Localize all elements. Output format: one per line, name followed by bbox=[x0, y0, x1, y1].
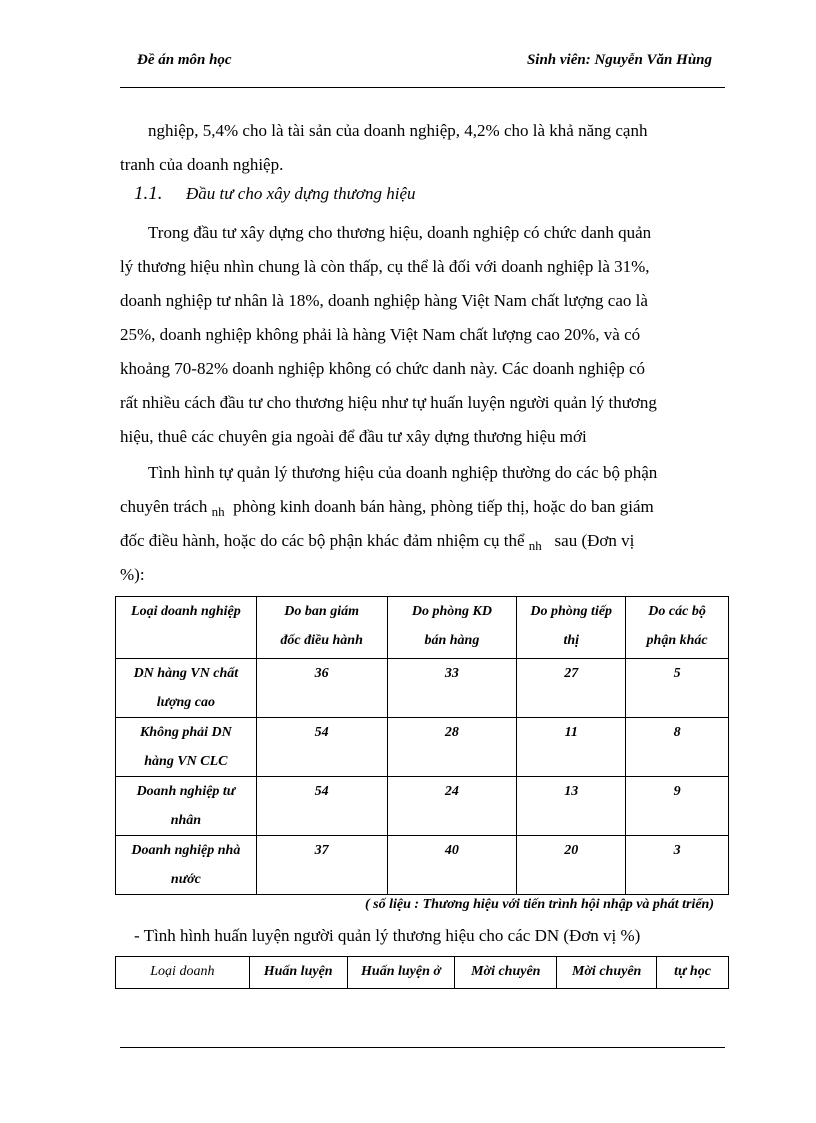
table-cell: 8 bbox=[626, 718, 729, 777]
table-cell: 33 bbox=[387, 659, 517, 718]
row-label bbox=[116, 836, 257, 895]
row-label bbox=[116, 659, 257, 718]
para2-line4: 25%, doanh nghiệp không phải là hàng Việt Nam chất lượng cao 20%, và có bbox=[120, 325, 641, 344]
para2-line6: rất nhiều cách đầu tư cho thương hiệu như tự huấn luyện người quản lý thương bbox=[120, 393, 657, 412]
para1-line1: nghiệp, 5,4% cho là tài sản của doanh nghiệp, 4,2% cho là khả năng cạnh bbox=[148, 121, 648, 140]
para3-line1: Tình hình tự quản lý thương hiệu của doanh nghiệp thường do các bộ phận bbox=[148, 463, 658, 482]
row-label-text: lượng cao bbox=[156, 695, 216, 710]
table-header-row bbox=[116, 957, 729, 989]
section-heading bbox=[134, 183, 416, 205]
table-cell: 24 bbox=[387, 777, 517, 836]
table-cell: 36 bbox=[256, 659, 387, 718]
row-label-text: Không phải DN bbox=[139, 725, 232, 740]
table-cell: 5 bbox=[626, 659, 729, 718]
header-text: đốc điều hành bbox=[280, 633, 363, 648]
para3-line3-b: sau (Đơn vị bbox=[554, 531, 635, 550]
table-cell: 54 bbox=[256, 718, 387, 777]
header-cell: Huấn luyện bbox=[249, 957, 347, 989]
training-intro: - Tình hình huấn luyện người quản lý thương hiệu cho các DN (Đơn vị %) bbox=[134, 926, 641, 945]
section-title: Đầu tư cho xây dựng thương hiệu bbox=[186, 184, 416, 203]
header-left: Đề án môn học bbox=[137, 52, 232, 68]
para2-line3: doanh nghiệp tư nhân là 18%, doanh nghiệp hàng Việt Nam chất lượng cao là bbox=[120, 291, 648, 310]
para3-line3-a: đốc điều hành, hoặc do các bộ phận khác đảm nhiệm cụ thể bbox=[120, 531, 525, 550]
table-row bbox=[116, 777, 729, 836]
row-label-text: nhân bbox=[170, 813, 202, 828]
para2-line2: lý thương hiệu nhìn chung là còn thấp, cụ thể là đối với doanh nghiệp là 31%, bbox=[120, 257, 650, 276]
table-cell: 3 bbox=[626, 836, 729, 895]
para3-line2-a: chuyên trách bbox=[120, 497, 208, 516]
para3-inline-nh-1: nh bbox=[211, 504, 225, 519]
table-cell: 27 bbox=[517, 659, 626, 718]
table-cell: 20 bbox=[517, 836, 626, 895]
table-row bbox=[116, 718, 729, 777]
header-text: Loại doanh nghiệp bbox=[131, 604, 241, 619]
para2-line7: hiệu, thuê các chuyên gia ngoài để đầu tư xây dựng thương hiệu mới bbox=[120, 427, 587, 446]
table-cell: 9 bbox=[626, 777, 729, 836]
header-cell bbox=[116, 597, 257, 659]
header-cell: Mời chuyên bbox=[455, 957, 557, 989]
row-label-text: DN hàng VN chất bbox=[133, 666, 239, 681]
header-cell bbox=[517, 597, 626, 659]
header-text: Do ban giám bbox=[284, 604, 359, 619]
header-text: bán hàng bbox=[424, 633, 480, 648]
management-table bbox=[115, 596, 729, 895]
table-cell: 11 bbox=[517, 718, 626, 777]
header-cell bbox=[387, 597, 517, 659]
training-table bbox=[115, 956, 729, 989]
header-cell: Loại doanh bbox=[116, 957, 250, 989]
table-cell: 13 bbox=[517, 777, 626, 836]
para3-line2-b: phòng kinh doanh bán hàng, phòng tiếp thị, hoặc do ban giám bbox=[233, 497, 654, 516]
header-text: Do phòng KD bbox=[411, 604, 492, 619]
header-cell: Mời chuyên bbox=[557, 957, 657, 989]
table-cell: 40 bbox=[387, 836, 517, 895]
table-header-row bbox=[116, 597, 729, 659]
para2-line1: Trong đầu tư xây dựng cho thương hiệu, doanh nghiệp có chức danh quản bbox=[148, 223, 652, 242]
para3-inline-nh-2: nh bbox=[528, 538, 542, 553]
header-right: Sinh viên: Nguyễn Văn Hùng bbox=[526, 52, 712, 68]
header-text: phận khác bbox=[646, 633, 708, 648]
table-row bbox=[116, 836, 729, 895]
row-label bbox=[116, 718, 257, 777]
para3-line2 bbox=[120, 490, 710, 525]
para3-line4: %): bbox=[120, 565, 145, 584]
table-row bbox=[116, 659, 729, 718]
header-cell bbox=[256, 597, 387, 659]
section-number: 1.1. bbox=[134, 183, 163, 204]
header-cell: tự học bbox=[657, 957, 729, 989]
row-label bbox=[116, 777, 257, 836]
header-text: thị bbox=[563, 633, 580, 648]
header-cell: Huấn luyện ở bbox=[347, 957, 455, 989]
table-source-note: ( số liệu : Thương hiệu với tiến trình hội nhập và phát triển) bbox=[365, 897, 714, 912]
header-text: Do các bộ bbox=[648, 604, 706, 619]
row-label-text: Doanh nghiệp tư bbox=[136, 784, 236, 799]
row-label-text: Doanh nghiệp nhà bbox=[131, 843, 241, 858]
table-cell: 28 bbox=[387, 718, 517, 777]
header-cell bbox=[626, 597, 729, 659]
para3-line3 bbox=[120, 524, 710, 559]
footer-rule bbox=[120, 1047, 725, 1048]
para1-line2: tranh của doanh nghiệp. bbox=[120, 155, 284, 174]
table-cell: 54 bbox=[256, 777, 387, 836]
para2-line5: khoảng 70-82% doanh nghiệp không có chức danh này. Các doanh nghiệp có bbox=[120, 359, 646, 378]
row-label-text: hàng VN CLC bbox=[144, 754, 228, 769]
header-text: Do phòng tiếp bbox=[530, 604, 613, 619]
table-cell: 37 bbox=[256, 836, 387, 895]
row-label-text: nước bbox=[170, 872, 201, 887]
header-rule bbox=[120, 87, 725, 88]
